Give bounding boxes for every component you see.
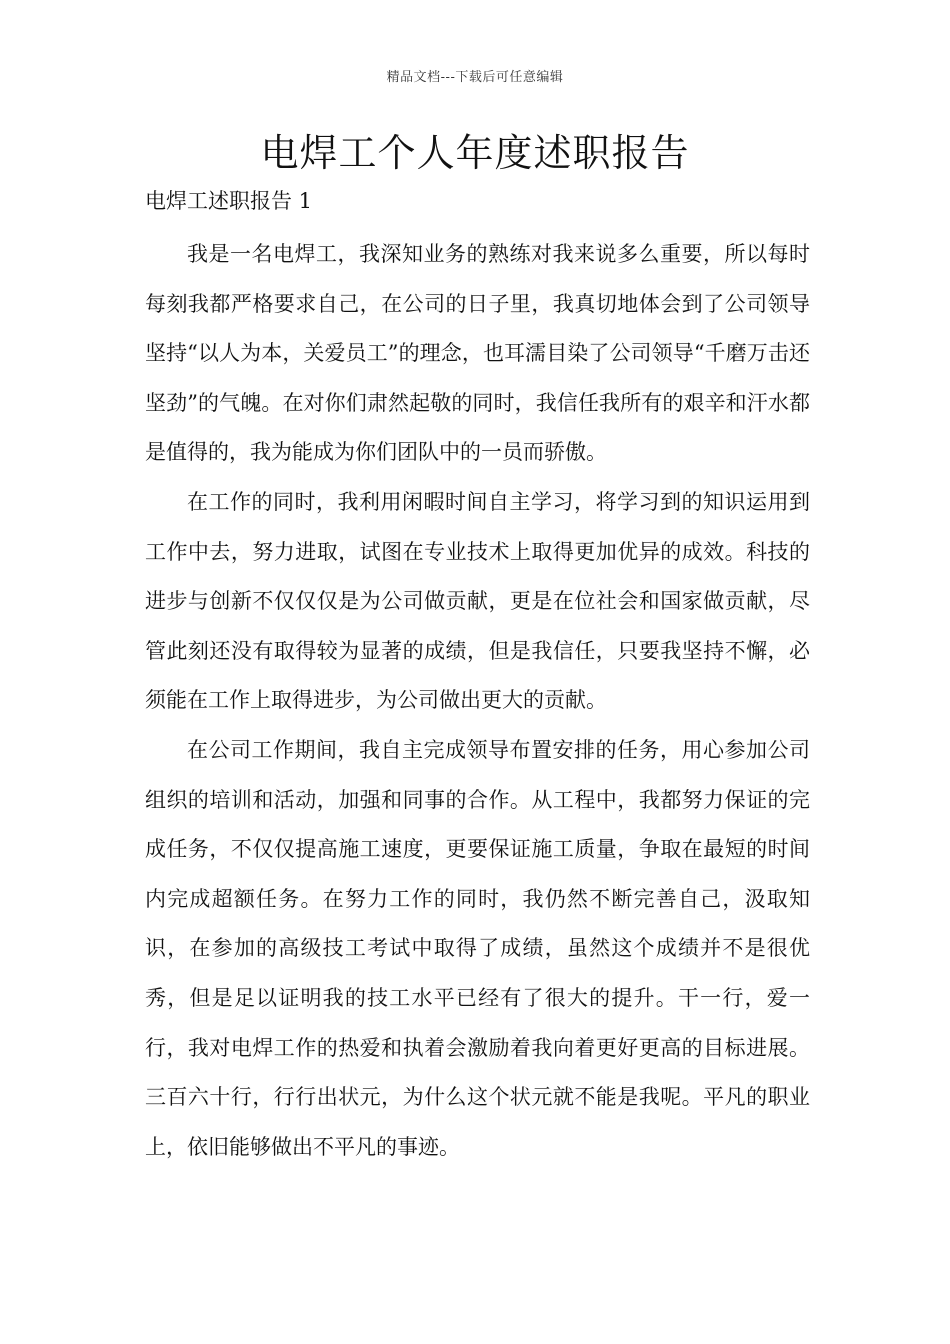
document-title: 电焊工个人年度述职报告 [260,131,690,175]
paragraph: 在工作的同时，我利用闲暇时间自主学习，将学习到的知识运用到工作中去，努力进取，试图在专业技术上取得更加优异的成效。科技的进步与创新不仅仅仅是为公司做贡献，更是在位社会和国家做贡献，尽管此刻还没有取得较为显著的成绩，但是我信任，只要我坚持不懈，必须能在工作上取得进步，为公司做出更大的贡献。 [145,489,810,713]
page-header: 精品文档---下载后可任意编辑 [386,70,564,85]
paragraph: 我是一名电焊工，我深知业务的熟练对我来说多么重要，所以每时每刻我都严格要求自己，在公司的日子里，我真切地体会到了公司领导坚持“以人为本，关爱员工”的理念，也耳濡目染了公司领导“千磨万击还坚劲”的气魄。在对你们肃然起敬的同时，我信任我所有的艰辛和汗水都是值得的，我为能成为你们团队中的一员而骄傲。 [145,242,810,465]
paragraph: 在公司工作期间，我自主完成领导布置安排的任务，用心参加公司组织的培训和活动，加强和同事的合作。从工程中，我都努力保证的完成任务，不仅仅提高施工速度，更要保证施工质量，争取在最短的时间内完成超额任务。在努力工作的同时，我仍然不断完善自己，汲取知识，在参加的高级技工考试中取得了成绩，虽然这个成绩并不是很优秀，但是足以证明我的技工水平已经有了很大的提升。干一行，爱一行，我对电焊工作的热爱和执着会激励着我向着更好更高的目标进展。三百六十行，行行出状元，为什么这个状元就不能是我呢。平凡的职业上，依旧能够做出不平凡的事迹。 [145,737,810,1159]
document-body [145,230,810,1172]
document-subtitle: 电焊工述职报告 1 [145,189,313,213]
